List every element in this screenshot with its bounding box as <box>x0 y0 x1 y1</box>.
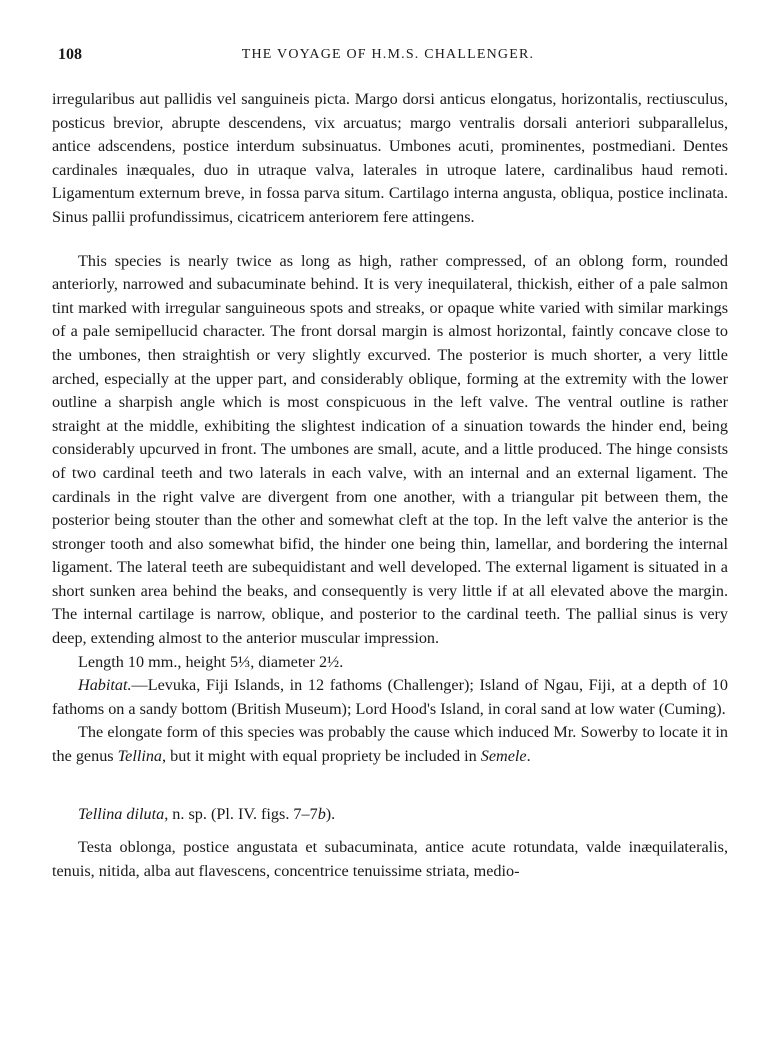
remark-text-before: The elongate form of this species was probably the cause which induced Mr. Sowerby to locate it in the genus <box>52 723 728 766</box>
page-header <box>52 46 724 68</box>
page-number: 108 <box>58 46 82 63</box>
measurements: Length 10 mm., height 5⅓, diameter 2½. <box>78 652 344 671</box>
body-text <box>52 88 728 883</box>
species-name: Tellina diluta <box>78 804 165 823</box>
remark-genus-semele: Semele <box>480 747 527 766</box>
species-heading-text-after: ). <box>325 804 336 823</box>
species-fig-letter: b <box>317 804 326 823</box>
habitat-text: —Levuka, Fiji Islands, in 12 fathoms (Challenger); Island of Ngau, Fiji, at a depth of 10 fathoms on a sandy bottom (British Museum); Lord Hood's Island, in coral sand at low water (Cuming). <box>52 676 728 718</box>
species-heading <box>52 803 728 827</box>
species-heading-text: , n. sp. (Pl. IV. figs. 7–7 <box>164 804 318 823</box>
habitat-paragraph <box>52 674 728 721</box>
habitat-label: Habitat. <box>78 676 132 695</box>
latin-description: irregularibus aut pallidis vel sanguineis picta. Margo dorsi anticus elongatus, horizontalis, rectiusculus, posticus brevior, abrupte descendens, vix arcuatus; margo ventralis dorsali anteriori subparallelus, antice adscendens, postice interdum subsinuatus. Umbones acuti, prominentes, postmediani. Dentes cardinales inæquales, duo in utraque valva, laterales in utroque latere, cardinalibus haud remoti. Ligamentum externum breve, in fossa parva situm. Cartilago interna angusta, obliqua, postice inclinata. Sinus pallii profundissimus, cicatricem anteriorem fere attingens. <box>52 90 728 226</box>
remark-text-middle: , but it might with equal propriety be included in <box>162 747 481 766</box>
section-gap <box>52 769 728 803</box>
next-latin-description: Testa oblonga, postice angustata et subacuminata, antice acute rotundata, valde inæquilateralis, tenuis, nitida, alba aut flavescens, concentrice tenuissime striata, medio- <box>52 838 728 880</box>
heading-gap <box>52 826 728 836</box>
paragraph-gap <box>52 230 728 250</box>
remark-genus-tellina: Tellina <box>117 747 163 766</box>
remark-text-after: . <box>526 747 531 766</box>
english-description: This species is nearly twice as long as high, rather compressed, of an oblong form, rounded anteriorly, narrowed and subacuminate behind. It is very inequilateral, thickish, either of a pale salmon tint marked with irregular sanguineous spots and streaks, or opaque white varied with similar markings of a pale semipellucid character. The front dorsal margin is almost horizontal, faintly concave close to the umbones, then straightish or very slightly excurved. The posterior is much shorter, a very little arched, especially at the upper part, and considerably oblique, forming at the extremity with the lower outline a sharpish angle which is most conspicuous in the left valve. The ventral outline is rather straight at the middle, exhibiting the slightest indication of a sinuation towards the hinder end, being considerably upcurved in front. The umbones are small, acute, and a little produced. The hinge consists of two cardinal teeth and two laterals in each valve, with an internal and an external ligament. The cardinals in the right valve are divergent from one another, with a triangular pit between them, the posterior being stouter than the other and somewhat cleft at the top. In the left valve the anterior is the stronger tooth and also somewhat bifid, the hinder one being thin, lamellar, and bordering the internal ligament. The lateral teeth are subequidistant and well developed. The external ligament is situated in a short sunken area behind the beaks, and consequently is very little if at all elevated above the margin. The internal cartilage is narrow, oblique, and posterior to the cardinal teeth. The pallial sinus is very deep, extending almost to the anterior muscular impression. <box>52 251 728 648</box>
remark-paragraph <box>52 721 728 768</box>
running-title: THE VOYAGE OF H.M.S. CHALLENGER. <box>241 47 535 62</box>
